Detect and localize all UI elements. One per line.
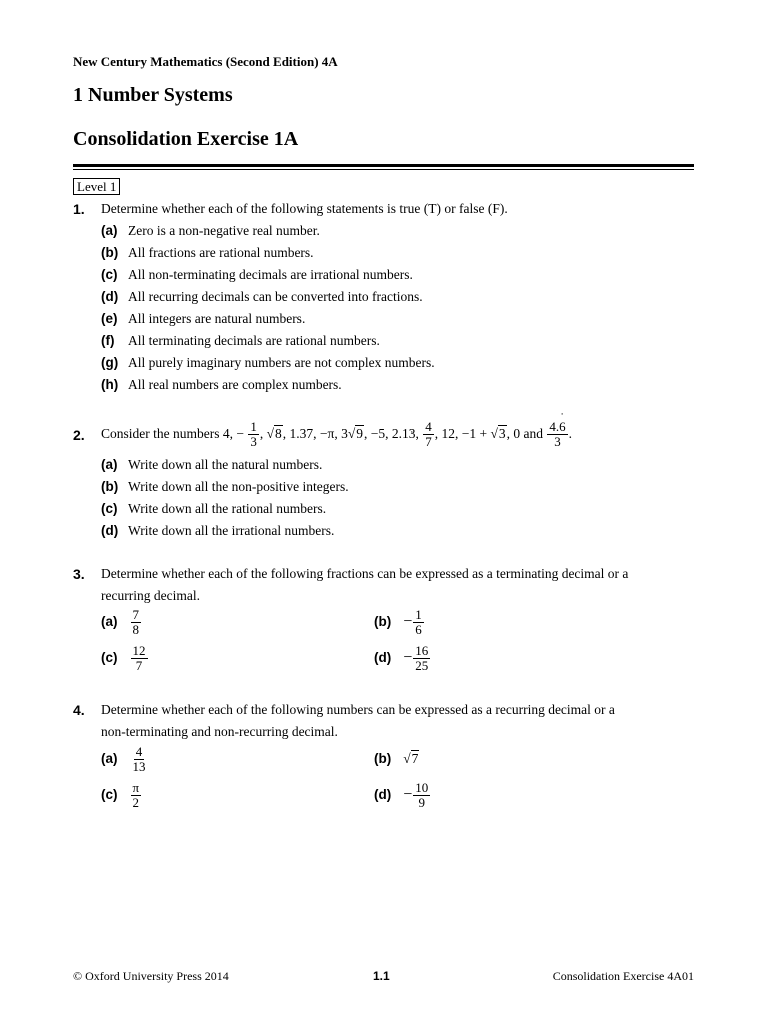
fraction-one-third <box>248 420 259 449</box>
q2-part-b-text: Write down all the non-positive integers. <box>128 479 349 494</box>
q2-part-c <box>101 500 118 518</box>
question-number: 4. <box>73 702 85 718</box>
numerator: 4 <box>425 419 432 435</box>
part-label: (d) <box>374 650 392 665</box>
question-number: 2. <box>73 427 85 443</box>
level-box: Level 1 <box>73 178 120 195</box>
question-4-line-2: non-terminating and non-recurring decimal. <box>101 724 338 739</box>
fraction <box>413 644 430 673</box>
q3-part-b <box>374 607 425 637</box>
radicand: 3 <box>498 426 506 441</box>
question-number: 1. <box>73 201 85 217</box>
question-2 <box>73 426 85 445</box>
numerator: 1 <box>415 606 422 622</box>
q1-part-h <box>101 376 118 394</box>
cube-root-9: √9 <box>347 426 364 441</box>
q1-part-b <box>101 244 118 262</box>
denominator: 8 <box>132 621 139 637</box>
title-rule-thick <box>73 164 694 167</box>
part-label: (h) <box>101 377 119 392</box>
q2-part-c-text: Write down all the rational numbers. <box>128 501 327 516</box>
part-label: (b) <box>374 614 392 629</box>
q3-part-a <box>101 607 142 637</box>
footer-copyright: © Oxford University Press 2014 <box>73 969 229 983</box>
question-number: 3. <box>73 566 85 582</box>
q1-part-g <box>101 354 118 372</box>
comma: , <box>259 426 264 441</box>
numerator-part: 4. <box>549 419 560 435</box>
denominator: 25 <box>415 657 429 673</box>
fraction-recurring-over-three <box>547 420 567 449</box>
sign: − <box>403 786 413 803</box>
question-4-line-1: Determine whether each of the following numbers can be expressed as a recurring decimal or a <box>101 702 615 717</box>
recurring-digit: 3 ˙ <box>409 426 416 441</box>
q4-part-d <box>374 780 431 810</box>
exercise-title: Consolidation Exercise 1A <box>73 128 299 150</box>
part-label: (e) <box>101 311 118 326</box>
radicand: 9 <box>356 426 364 441</box>
title-rule-thin <box>73 169 694 170</box>
question-4 <box>73 701 85 720</box>
q1-part-e-text: All integers are natural numbers. <box>128 311 306 326</box>
q2-part-d <box>101 522 118 540</box>
denominator: 9 <box>418 794 426 810</box>
sign: − <box>403 613 413 630</box>
numerator: 16 <box>415 642 429 658</box>
question-2-text <box>101 416 572 452</box>
fraction <box>413 781 430 810</box>
fraction <box>413 608 424 637</box>
q3-part-d <box>374 643 431 673</box>
q1-part-a <box>101 222 118 240</box>
denominator: 7 <box>135 657 143 673</box>
fraction <box>131 745 148 774</box>
q3-part-c <box>101 643 149 673</box>
radicand: 8 <box>275 426 282 441</box>
numerator: 1 <box>250 419 257 435</box>
sign: − <box>403 649 413 666</box>
part-label: (a) <box>101 614 118 629</box>
q1-part-e <box>101 310 118 328</box>
chapter-title: 1 Number Systems <box>73 84 233 106</box>
q1-part-b-text: All fractions are rational numbers. <box>128 245 314 260</box>
part-label: (a) <box>101 751 118 766</box>
q2-list-part: , 0 and <box>506 426 544 441</box>
question-1-text: Determine whether each of the following statements is true (T) or false (F). <box>101 201 508 216</box>
denominator: 3 <box>554 434 561 450</box>
numerator: π <box>132 779 140 795</box>
part-label: (d) <box>101 523 119 538</box>
radicand: 7 <box>411 751 419 766</box>
part-label: (f) <box>101 333 115 348</box>
full-stop: . <box>568 426 573 441</box>
denominator: 6 <box>415 621 422 637</box>
q2-intro: Consider the numbers 4, <box>101 426 233 441</box>
q1-part-c-text: All non-terminating decimals are irrational numbers. <box>128 267 413 282</box>
fraction-four-sevenths <box>423 420 434 449</box>
q2-part-b <box>101 478 118 496</box>
question-3 <box>73 565 85 584</box>
q1-part-h-text: All real numbers are complex numbers. <box>128 377 342 392</box>
q4-part-c <box>101 780 142 810</box>
comma: , <box>415 426 419 441</box>
q1-part-d <box>101 288 118 306</box>
q2-list-part: , −5, 2.1 <box>364 426 409 441</box>
sqrt-3: √3 <box>490 426 506 441</box>
q2-list-part: , 1.37, −π, 3 <box>282 426 348 441</box>
part-label: (c) <box>101 650 118 665</box>
denominator: 13 <box>132 758 146 774</box>
numerator: 7 <box>132 606 139 622</box>
footer-page-number: 1.1 <box>373 969 390 983</box>
q1-part-f-text: All terminating decimals are rational numbers. <box>128 333 380 348</box>
q1-part-a-text: Zero is a non-negative real number. <box>128 223 320 238</box>
question-3-line-1: Determine whether each of the following fractions can be expressed as a terminating decimal or a <box>101 566 629 581</box>
part-label: (c) <box>101 787 118 802</box>
book-title: New Century Mathematics (Second Edition) 4A <box>73 54 338 69</box>
part-label: (b) <box>374 751 392 766</box>
q1-part-d-text: All recurring decimals can be converted into fractions. <box>128 289 423 304</box>
numerator: 10 <box>415 779 429 795</box>
sqrt-7: √7 <box>403 751 419 766</box>
numerator: 4 <box>135 743 143 759</box>
q2-list-part: , 12, −1 + <box>434 426 488 441</box>
part-label: (d) <box>101 289 119 304</box>
part-label: (b) <box>101 479 119 494</box>
footer-reference: Consolidation Exercise 4A01 <box>552 969 694 983</box>
q1-part-c <box>101 266 118 284</box>
numerator <box>547 420 567 435</box>
denominator: 2 <box>132 794 140 810</box>
part-label: (c) <box>101 267 118 282</box>
fraction <box>131 644 148 673</box>
q2-part-d-text: Write down all the irrational numbers. <box>128 523 335 538</box>
recurring-digit: 6 ˙ <box>559 419 566 434</box>
question-3-line-2: recurring decimal. <box>101 588 200 603</box>
numerator: 12 <box>132 642 146 658</box>
denominator: 7 <box>425 434 432 450</box>
question-1 <box>73 200 85 219</box>
q1-part-f <box>101 332 115 350</box>
q2-part-a-text: Write down all the natural numbers. <box>128 457 323 472</box>
part-label: (b) <box>101 245 119 260</box>
q2-part-a <box>101 456 118 474</box>
q1-part-g-text: All purely imaginary numbers are not complex numbers. <box>128 355 435 370</box>
fraction <box>131 608 142 637</box>
denominator: 3 <box>250 434 257 450</box>
fraction <box>131 781 142 810</box>
q4-part-b <box>374 744 419 774</box>
part-label: (g) <box>101 355 119 370</box>
part-label: (a) <box>101 223 118 238</box>
q4-part-a <box>101 744 149 774</box>
sqrt-8: √8 <box>266 426 282 441</box>
part-label: (d) <box>374 787 392 802</box>
minus-sign: − <box>236 426 244 441</box>
part-label: (a) <box>101 457 118 472</box>
part-label: (c) <box>101 501 118 516</box>
